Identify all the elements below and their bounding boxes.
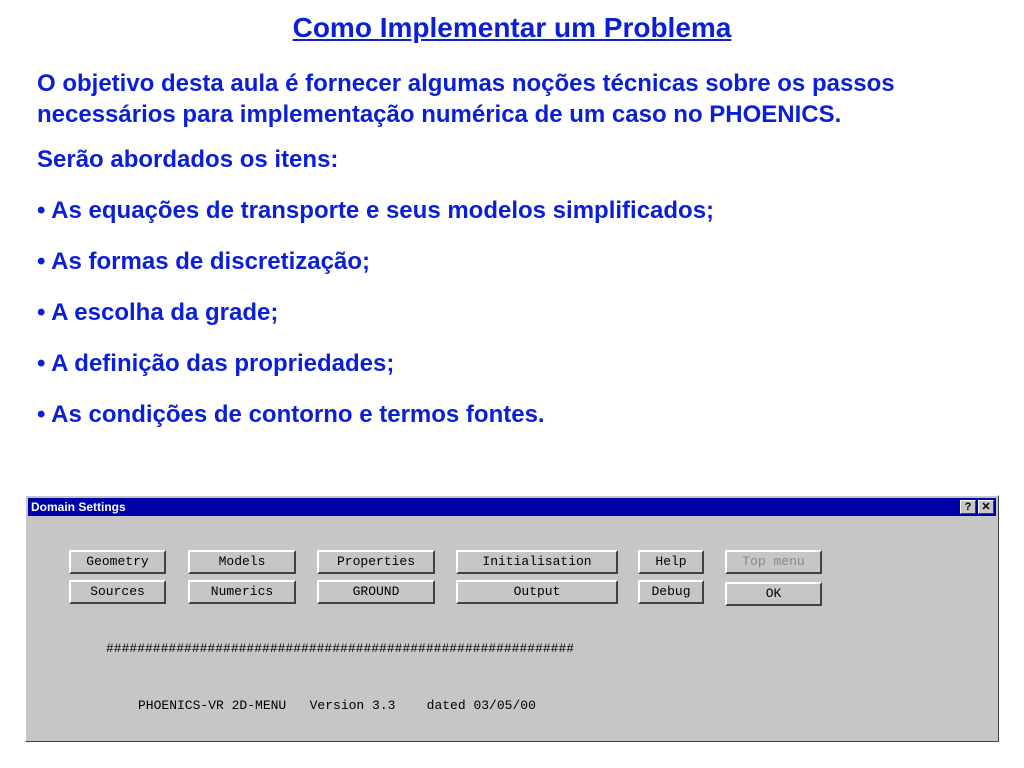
help-icon[interactable]: ?	[960, 500, 976, 514]
properties-button[interactable]: Properties	[317, 550, 435, 574]
debug-button[interactable]: Debug	[638, 580, 704, 604]
bullet-item: • A definição das propriedades;	[37, 350, 395, 377]
domain-settings-dialog	[25, 495, 999, 742]
slide-body	[37, 68, 997, 450]
models-button[interactable]: Models	[188, 550, 296, 574]
titlebar-buttons	[960, 500, 994, 514]
lead-text: Serão abordados os itens:	[37, 146, 339, 173]
bullet-item: • A escolha da grade;	[37, 299, 279, 326]
bullet-item: • As equações de transporte e seus modelos simplificados;	[37, 197, 715, 224]
initialisation-button[interactable]: Initialisation	[456, 550, 618, 574]
ok-button[interactable]: OK	[725, 582, 822, 606]
version-info: PHOENICS-VR 2D-MENU Version 3.3 dated 03/05/00	[138, 698, 536, 713]
sources-button[interactable]: Sources	[69, 580, 166, 604]
numerics-button[interactable]: Numerics	[188, 580, 296, 604]
dialog-titlebar[interactable]	[28, 498, 996, 516]
bullet-item: • As condições de contorno e termos fontes.	[37, 401, 545, 428]
separator-line: ############################################################	[106, 641, 575, 656]
top-menu-button[interactable]: Top menu	[725, 550, 822, 574]
output-button[interactable]: Output	[456, 580, 618, 604]
slide-title: Como Implementar um Problema	[292, 12, 732, 43]
dialog-title: Domain Settings	[31, 500, 126, 514]
intro-paragraph: O objetivo desta aula é fornecer algumas noções técnicas sobre os passos necessários para implementação numérica de um caso no PHOENICS.	[37, 70, 895, 128]
bullet-item: • As formas de discretização;	[37, 248, 370, 275]
ground-button[interactable]: GROUND	[317, 580, 435, 604]
help-button[interactable]: Help	[638, 550, 704, 574]
close-icon[interactable]: ✕	[978, 500, 994, 514]
geometry-button[interactable]: Geometry	[69, 550, 166, 574]
